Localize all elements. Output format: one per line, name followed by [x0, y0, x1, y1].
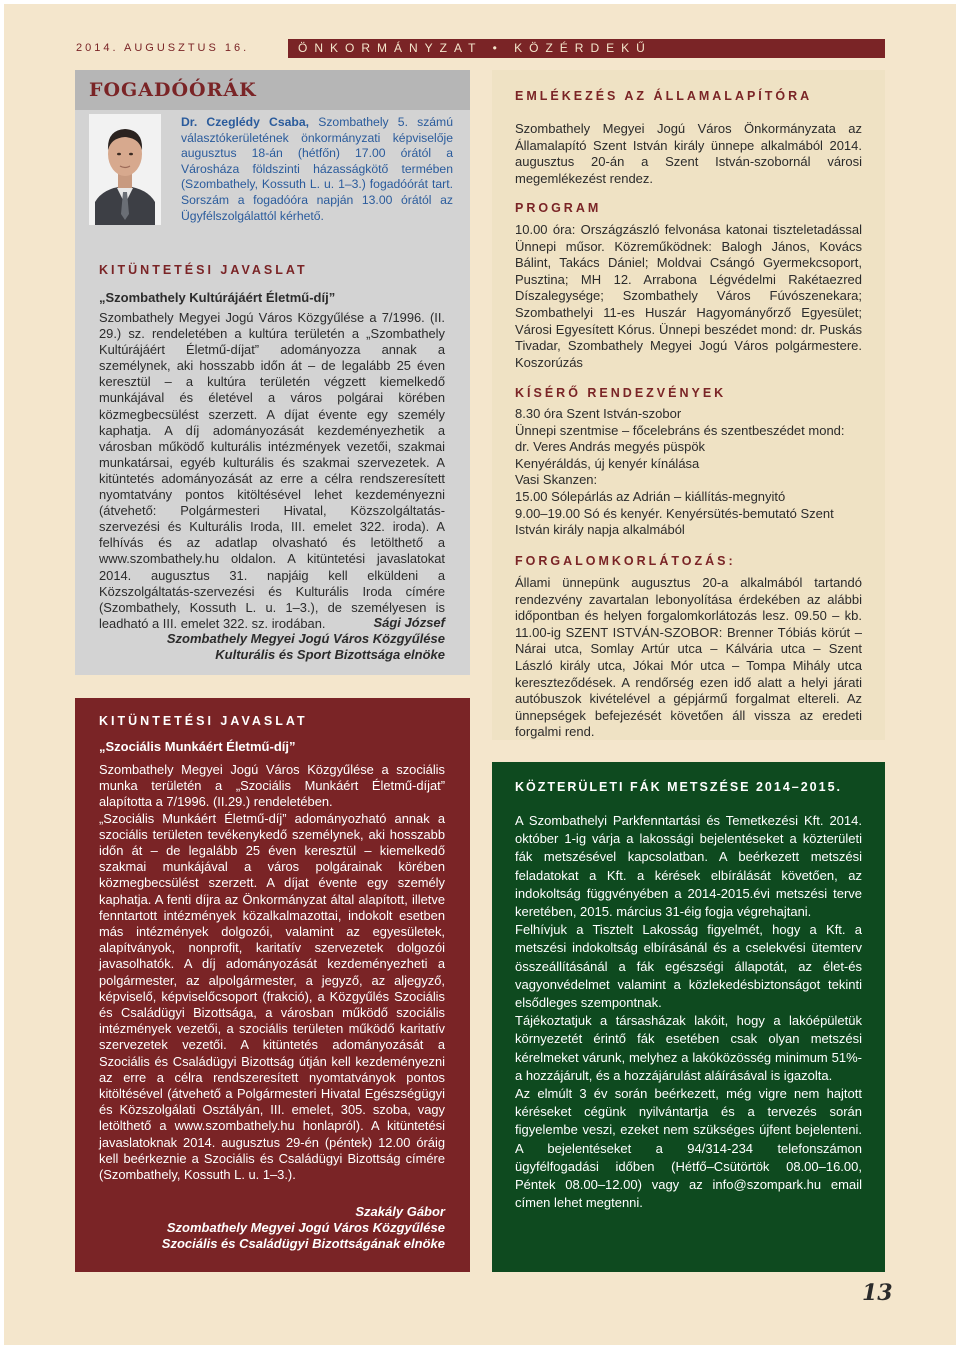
program-heading: PROGRAM [515, 201, 602, 215]
kitunetes2-paragraph: Szombathely Megyei Jogú Város Közgyűlése a szociális munka területén a „Szociális Munkáért Életmű-díjat” alapította a 7/1996. (II.29.) rendeletében. [99, 762, 445, 810]
forgalom-text: Állami ünnepünk augusztus 20-a alkalmából tartandó rendezvény zavartalan lebonyolítása érdekében az alábbi időpontban és helyen forgalomkorlátozás lesz. 09.50 – kb. 11.00-ig SZENT ISTVÁN-SZOBOR: Brenner Tóbiás körút – Nárai utca, Somlay Artúr utca – Kálvária utca – Szent László király utca, Jókai Mór utca – Tompa Mihály utca kereszteződések. A rendőrség ezen idő alatt a helyi járati autóbuszok kivételével a gépjármű forgalmat eltereli. Az ünnepségek befejezését követően áll vissza az eredeti forgalmi rend. [515, 575, 862, 740]
kitunetes1-body: Szombathely Megyei Jogú Város Közgyűlése a 7/1996. (II. 29.) sz. rendeletében a kultúra területén a „Szombathely Kultúrájáért Életmű-díjat” adományozza annak a személynek, aki hosszabb időn át – de legalább 25 éven keresztül – a kultúra területén végzett kiemelkedő munkájával és életével a város polgárai körében közmegbecsülést szerzett. A díjat évente egy személy kaphatja. A díj adományozását kezdeményezhetik a városban működő kulturális intézmények vezetői, szakmai munkatársai, egyéb kulturális és szakmai szervezetek. A kitüntetés adományozását az erre a célra rendszeresített nyomtatvány pontos kitöltésével lehet kezdeményezni (átvehető: Polgármesteri Hivatal, Közszolgáltatás-szervezési és Kulturális Iroda, III. emelet 322. iroda). A felhívás és az adatlap olvasható és letölthető a www.szombathely.hu oldalon. A kitüntetési javaslatokat 2014. augusztus 31. napjáig kell elküldeni a Közszolgáltatás-szervezési és Kulturális Iroda címére (Szombathely, Kossuth L. u. 1–3.), de személyesen is leadható a III. emelet 322. sz. irodában. [99, 310, 445, 631]
kisero-list [515, 406, 862, 539]
kitunetes1-award: „Szombathely Kultúrájáért Életmű-díj” [99, 290, 336, 305]
emlekezes-intro: Szombathely Megyei Jogú Város Önkormányzata az Államalapító Szent István király ünnepe alkalmából 2014. augusztus 20-án a Szent István-szobornál városi megemlékezést rendez. [515, 121, 862, 186]
signature-org: Szombathely Megyei Jogú Város Közgyűlése [166, 1220, 445, 1235]
portrait-photo [89, 114, 161, 225]
fogadoorak-title: FOGADÓÓRÁK [89, 79, 257, 101]
faksz-paragraph: Tájékoztatjuk a társasházak lakóit, hogy a lakóépületük környezetét érintő fák esetében csak olyan metszési kérelmeket várunk, melyhez a lakóközösség minimum 51%-a hozzájárult, és a hozzájárulást aláírásával is igazolta. [515, 1013, 862, 1083]
kitunetes1-heading: KITÜNTETÉSI JAVASLAT [99, 263, 308, 277]
kisero-line: 8.30 óra Szent István-szobor [515, 406, 682, 421]
signature-name: Szakály Gábor [355, 1204, 445, 1219]
section-band: ÖNKORMÁNYZAT • KÖZÉRDEKŰ [288, 39, 885, 58]
kitunetes2-heading: KITÜNTETÉSI JAVASLAT [99, 714, 308, 728]
kisero-line: Ünnepi szentmise – főcelebráns és szentbeszédet mond: dr. Veres András megyés püspök [515, 422, 845, 455]
signature-role: Szociális és Családügyi Bizottságának elnöke [161, 1236, 445, 1251]
red-box [75, 698, 470, 1272]
faksz-paragraph: Az elmúlt 3 év során beérkezett, még vigre nem hajtott kéréseket cégünk nyilvántartja és a tervezés során figyelembe veszi, ezeket nem szükséges újfent bejelenteni. A bejelentéseket a 94/314-234 telefonszámon ügyfélfogadási időben (Hétfő–Csütörtök 08.00–16.00, Péntek 08.00–12.00) vagy az info@szompark.hu email címen lehet megtenni. [515, 1086, 862, 1211]
faksz-body [515, 812, 862, 1212]
kitunetes2-paragraph: „Szociális Munkáért Életmű-díj” adományozható annak a szociális területen tevékenykedő személynek, aki hosszabb időn át – de legalább 25 éven keresztül – kiemelkedő szakmai munkájával a város polgárainak körében közmegbecsülést szerzett. A díjat évente egy személy kaphatja. A fenti díjra az Önkormányzat által alapított, illetve fenntartott intézmények közalkalmazottai, indokolt esetben más intézmények dolgozói, valamint az egyesületek, alapítványok, nonprofit, karitatív szervezetek dolgozói javasolhatók. A díj adományozását kezdeményezheti a polgármester, az alpolgármester, a jegyző, az aljegyző, képviselő, képviselőcsoport (frakció), a Közgyűlés Szociális és Családügyi Bizottsága, a városban működő szociális intézmények vezetői, a szociális területen működő karitatív szervezetek vezetői. A kitüntetés adományozását a Szociális és Családügyi Bizottság útján kell kezdeményezni az erre a célra rendszeresített nyomtatványok pontos kitöltésével (átvehető a Polgármesteri Hivatal Egészségügyi és Közszolgálati Osztályán, III. emelet, 305. szoba, vagy letölthető a www.szombathely.hu honlapról). A kitüntetési javaslatoknak 2014. augusztus 29-én (péntek) 12.00 óráig kell beérkeznie a Szociális és Családügyi Bizottság címére (Szombathely, Kossuth L. u. 1–3.). [99, 810, 445, 1183]
beige-box [492, 70, 885, 740]
fogadoorak-title-bar [75, 70, 470, 110]
green-box [492, 762, 885, 1272]
faksz-paragraph: Felhívjuk a Tisztelt Lakosság figyelmét, hogy a Kft. a metszési indokoltság elbírásánál és a cselekvési ütemterv összeállításánál a fák egészségi állapotát, az élet-és vagyonvédelmet valamint a közlekedésbiztonságot tekinti elsődleges szempontnak. [515, 922, 862, 1011]
kisero-line: Kenyéráldás, új kenyér kínálása [515, 455, 700, 471]
fogadoorak-text [181, 115, 453, 224]
kisero-line: 15.00 Sólepárlás az Adrián – kiállítás-megnyitó [515, 488, 786, 504]
program-text: 10.00 óra: Országzászló felvonása katonai tiszteletadással Ünnepi műsor. Közreműködnek: Balogh János, Kovács Bálint, Takács Dániel; Moldvai Csángó Gyermekcsoport, Pusztina; MH 12. Arrabona Légvédelmi Rakétaezred Díszalegysége; Szombathely Város Fúvószenekara; Szombathelyi 11-es Huszár Hagyományőrző Egyesület; Városi Egyesített Kórus. Ünnepi beszédet mond: dr. Puskás Tivadar, Szombathely Megyei Jogú Város polgármestere. Koszorúzás [515, 222, 862, 370]
emlekezes-heading: EMLÉKEZÉS AZ ÁLLAMALAPÍTÓRA [515, 89, 813, 103]
kitunetes2-award: „Szociális Munkáért Életmű-díj” [99, 739, 296, 754]
faksz-heading: KÖZTERÜLETI FÁK METSZÉSE 2014–2015. [515, 780, 843, 794]
fogadoorak-body: Szombathely 5. számú választókerületének önkormányzati képviselője augusztus 18-án (hétfőn) 17.00 órától a Városháza földszinti házasságkötő termében (Szombathely, Kossuth L. u. 1–3.) fogadóórát tart. Sorszám a fogadóóra napján 13.00 órától az Ügyfélszolgálattól kérhető. [181, 115, 453, 223]
kisero-line: Vasi Skanzen: [515, 472, 598, 488]
representative-name: Dr. Czeglédy Csaba, [181, 115, 310, 129]
kisero-line: 9.00–19.00 Só és kenyér. Kenyérsütés-bemutató Szent István király napja alkalmából [515, 505, 834, 538]
forgalom-heading: FORGALOMKORLÁTOZÁS: [515, 554, 736, 568]
signature-org: Szombathely Megyei Jogú Város Közgyűlése [166, 631, 445, 646]
kisero-heading: KÍSÉRŐ RENDEZVÉNYEK [515, 386, 727, 400]
kitunetes2-body [99, 762, 445, 1183]
issue-date: 2014. AUGUSZTUS 16. [76, 42, 250, 54]
kitunetes2-signature [99, 1204, 445, 1252]
signature-role: Kulturális és Sport Bizottsága elnöke [215, 647, 445, 662]
page-number: 13 [862, 1280, 893, 1306]
grey-box [75, 70, 470, 675]
faksz-paragraph: A Szombathelyi Parkfenntartási és Temetkezési Kft. 2014. október 1-ig várja a lakossági bejelentéseket a közterületi fák metszésével kapcsolatban. A beérkezett metszési feladatokat a Kft. a kérések elbírálását követően, az indokoltság függvényében a 2014-2015.évi metszési terve keretében, 2015. március 31-éig fogja végrehajtani. [515, 813, 862, 920]
kitunetes1-signature [99, 615, 445, 663]
signature-name: Sági József [373, 615, 445, 630]
